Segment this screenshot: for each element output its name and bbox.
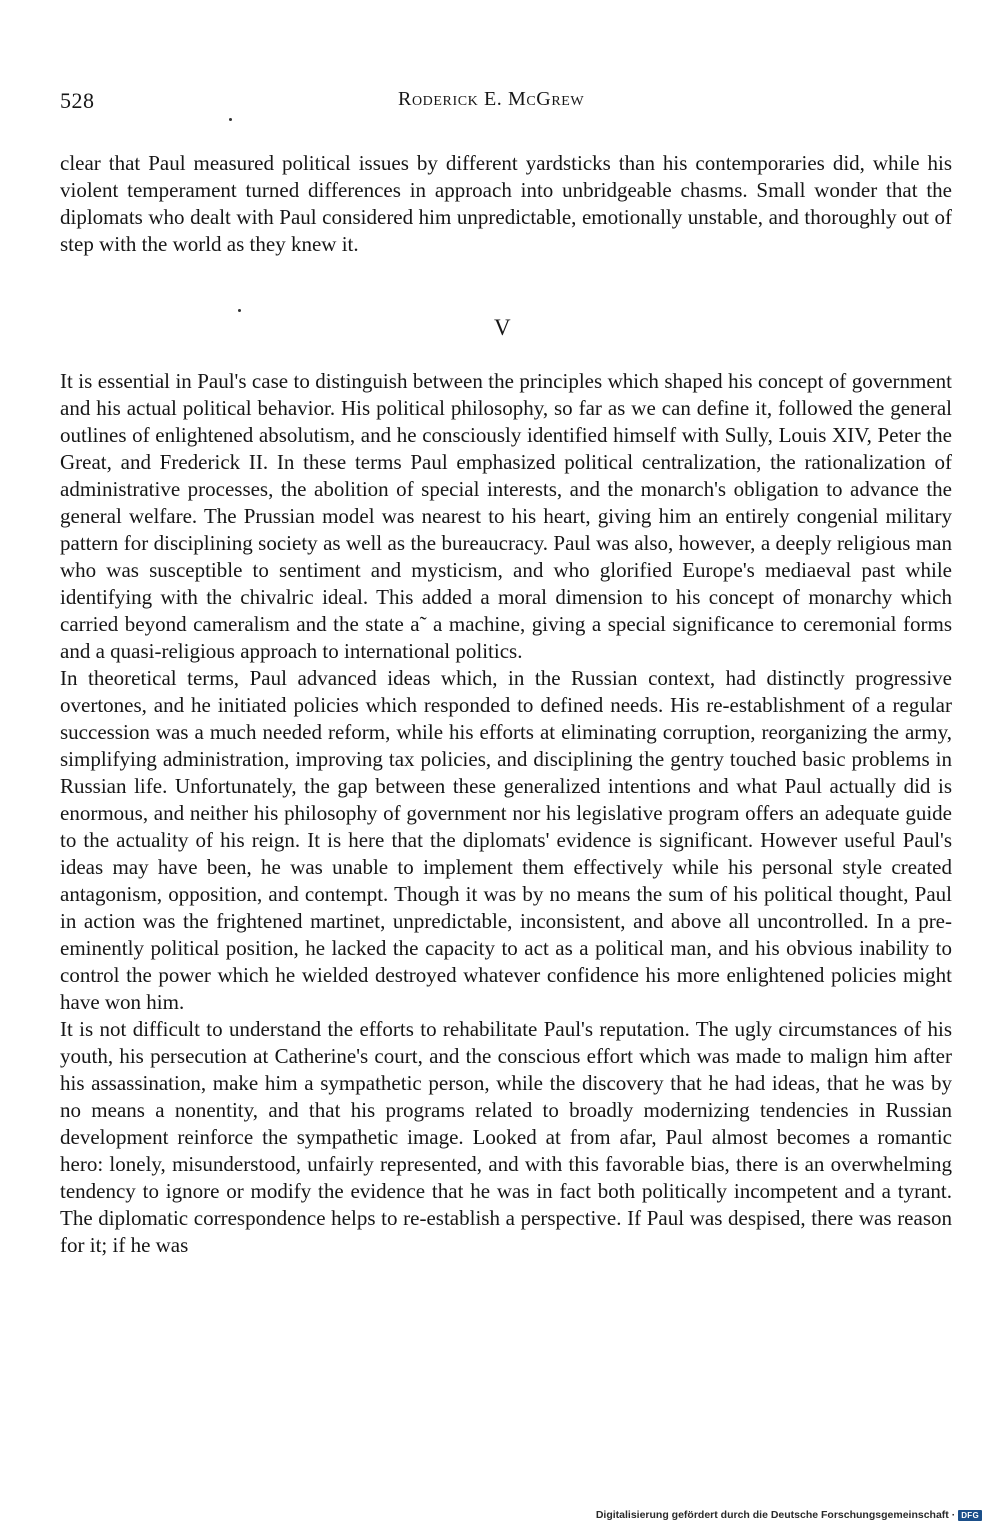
intro-text [60,150,952,258]
section-body [60,368,952,1259]
dfg-logo-icon: DFG [958,1510,982,1521]
credit-text: Digitalisierung gefördert durch die Deutsche Forschungsgemeinschaft · [595,1509,956,1521]
digitization-credit [596,1509,982,1521]
body-paragraph: In theoretical terms, Paul advanced ideas which, in the Russian context, had distinctly progressive overtones, and he initiated policies which responded to defined needs. His re-establishment of a regular succession was a much needed reform, while his efforts at eliminating corruption, reorganizing the army, simplifying administration, improving tax policies, and disciplining the gentry touched basic problems in Russian life. Unfortunately, the gap between these generalized intentions and what Paul actually did is enormous, and neither his philosophy of government nor his legislative program offers an adequate guide to the actuality of his reign. It is here that the diplomats' evidence is significant. However useful Paul's ideas may have been, he was unable to implement them effectively while his personal style created antagonism, opposition, and contempt. Though it was by no means the sum of his political thought, Paul in action was the frightened martinet, unpredictable, inconsistent, and above all uncontrolled. In a pre-eminently political position, he lacked the capacity to act as a political man, and his obvious inability to control the power which he wielded destroyed whatever confidence his more enlightened policies might have won him. [60,666,952,1014]
body-paragraph: It is not difficult to understand the efforts to rehabilitate Paul's reputation. The ugly circumstances of his youth, his persecution at Catherine's court, and the conscious effort which was made to malign him after his assassination, make him a sympathetic person, while the discovery that he had ideas, that he was by no means a nonentity, and that his programs related to broadly modernizing tendencies in Russian development reinforce the sympathetic image. Looked at from afar, Paul almost becomes a romantic hero: lonely, misunderstood, unfairly represented, and with this favorable bias, there is an overwhelming tendency to ignore or modify the evidence that he was in fact both politically incompetent and a tyrant. The diplomatic correspondence helps to re-establish a perspective. If Paul was despised, there was reason for it; if he was [60,1017,952,1257]
section-numeral: V [494,315,511,340]
page-number: 528 [60,88,95,113]
intro-paragraph: clear that Paul measured political issues by different yardsticks than his contemporaries did, while his violent temperament turned differences in approach into unbridgeable chasms. Small wonder that the diplomats who dealt with Paul considered him unpredictable, emotionally unstable, and thoroughly out of step with the world as they knew it. [60,151,952,256]
scan-speck [238,309,241,312]
scan-speck [229,118,232,121]
body-paragraph: It is essential in Paul's case to distinguish between the principles which shaped his concept of government and his actual political behavior. His political philosophy, so far as we can define it, followed the general outlines of enlightened absolutism, and he consciously identified himself with Sully, Louis XIV, Peter the Great, and Frederick II. In these terms Paul emphasized political centralization, the rationalization of administrative processes, the abolition of special interests, and the monarch's obligation to advance the general welfare. The Prussian model was nearest to his heart, giving him an entirely congenial military pattern for disciplining society as well as the bureaucracy. Paul was also, however, a deeply religious man who was susceptible to sentiment and mysticism, and who glorified Europe's mediaeval past while identifying with the chivalric ideal. This added a moral dimension to his concept of monarchy which carried beyond cameralism and the state a˜ a machine, giving a special significance to ceremonial forms and a quasi-religious approach to international politics. [60,369,952,663]
running-head: Roderick E. McGrew [398,88,585,110]
